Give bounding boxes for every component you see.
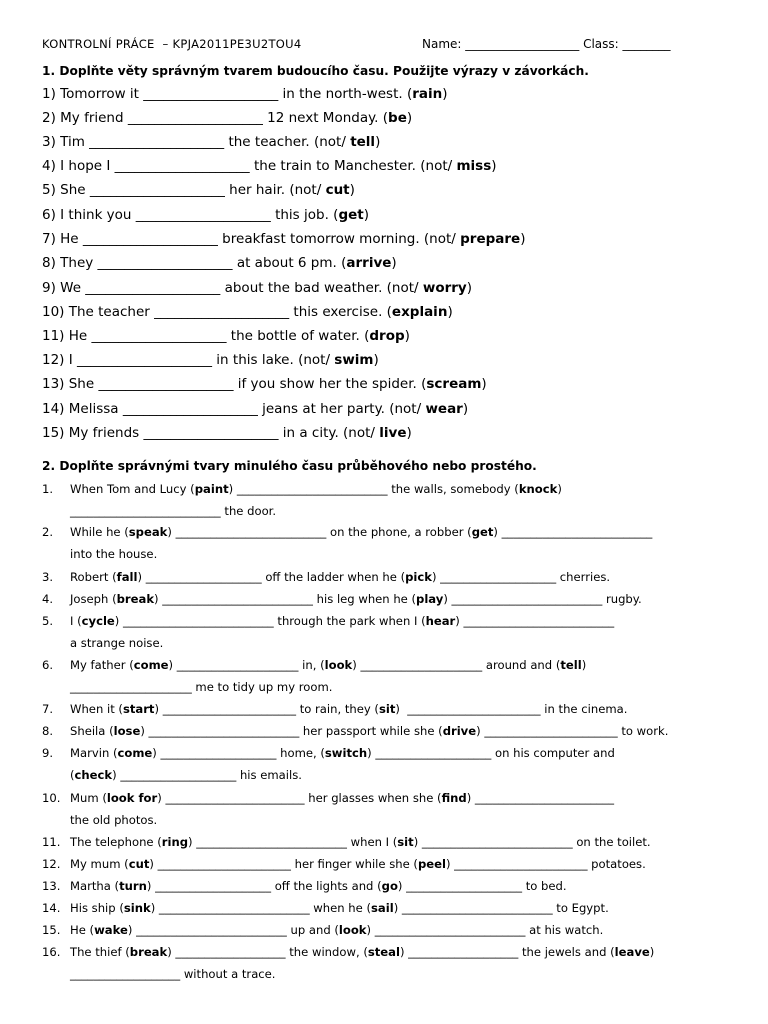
verb-hint: fall (116, 570, 138, 584)
verb-hint: come (117, 746, 153, 760)
worksheet-title: KONTROLNÍ PRÁCE – KPJA2011PE3U2TOU4 (42, 37, 302, 51)
item-number: 16. (42, 945, 61, 959)
item-number: 3. (42, 570, 54, 584)
item-text: ) (466, 280, 473, 296)
item-number: 7. (42, 702, 54, 716)
verb-hint: explain (391, 304, 448, 320)
item-text: 1) Tomorrow it ____________________ in the north-west. ( (42, 86, 413, 102)
item-number: 11. (42, 835, 61, 849)
verb-hint: turn (119, 879, 147, 893)
item-text: ) (481, 376, 487, 392)
verb-hint: wake (94, 923, 128, 937)
item-line (70, 702, 627, 716)
item-text: ) (581, 658, 587, 672)
section1-item (42, 425, 412, 441)
item-line (70, 901, 609, 915)
item-text: ) ____________________ his emails. (112, 768, 302, 782)
item-text: 14) Melissa ____________________ jeans at her party. (not/ (42, 401, 426, 417)
item-text: 8) They ____________________ at about 6 pm. ( (42, 255, 347, 271)
verb-hint: lose (113, 724, 141, 738)
verb-hint: cut (325, 182, 350, 198)
verb-hint: sit (378, 702, 396, 716)
section1-item (42, 255, 397, 271)
verb-hint: get (471, 525, 494, 539)
item-text: 12) I ____________________ in this lake. (not/ (42, 352, 335, 368)
verb-hint: sit (397, 835, 414, 849)
item-text: His ship ( (70, 901, 124, 915)
item-number: 5. (42, 614, 54, 628)
item-text: ) (462, 401, 469, 417)
verb-hint: live (379, 425, 407, 441)
section2-title: 2. Doplňte správnými tvary minulého času průběhového nebo prostého. (42, 459, 537, 473)
item-text: 10) The teacher ____________________ this exercise. ( (42, 304, 392, 320)
verb-hint: break (129, 945, 168, 959)
verb-hint: look for (106, 791, 158, 805)
item-line (70, 746, 615, 760)
item-text: Mum ( (70, 791, 107, 805)
item-text: 7) He ____________________ breakfast tomorrow morning. (not/ (42, 231, 461, 247)
name-class-fields: Name: ___________________ Class: ________ (422, 37, 671, 51)
item-text: When Tom and Lucy ( (70, 482, 195, 496)
item-text: the old photos. (70, 813, 158, 827)
section1-item (42, 182, 355, 198)
verb-hint: be (388, 110, 407, 126)
item-text: ) ________________________ her glasses when she ( (157, 791, 442, 805)
verb-hint: ring (161, 835, 189, 849)
item-text: ) __________________________ when he ( (150, 901, 371, 915)
item-text: I ( (70, 614, 82, 628)
section1-item (42, 304, 453, 320)
item-text: a strange noise. (70, 636, 164, 650)
item-line (70, 570, 610, 584)
section1-item (42, 401, 468, 417)
item-text: ) (649, 945, 655, 959)
item-line-continued (70, 636, 163, 650)
item-text: ) (442, 86, 448, 102)
verb-hint: start (122, 702, 155, 716)
item-text: ) _______________________ potatoes. (445, 857, 646, 871)
verb-hint: get (338, 207, 364, 223)
item-text: ) __________________________ on the phone, a robber ( (167, 525, 472, 539)
section1-title: 1. Doplňte věty správným tvarem budoucího času. Použijte výrazy v závorkách. (42, 64, 589, 78)
verb-hint: come (133, 658, 169, 672)
item-text: ) __________________________ on the toilet. (413, 835, 651, 849)
verb-hint: go (381, 879, 398, 893)
item-number: 6. (42, 658, 54, 672)
verb-hint: rain (412, 86, 443, 102)
item-text: The telephone ( (70, 835, 162, 849)
item-text: He ( (70, 923, 95, 937)
item-text: ) _______________________ her finger while she ( (149, 857, 418, 871)
item-number: 15. (42, 923, 61, 937)
item-text: ) __________________________ (455, 614, 615, 628)
verb-hint: miss (456, 158, 492, 174)
item-text: Martha ( (70, 879, 120, 893)
item-text: ) _______________________ to work. (476, 724, 669, 738)
item-text: ) ____________________ off the ladder when he ( (137, 570, 406, 584)
item-text: ) __________________________ up and ( (127, 923, 339, 937)
item-line (70, 923, 603, 937)
item-text: ) _______________________ in the cinema. (395, 702, 628, 716)
verb-hint: check (74, 768, 113, 782)
verb-hint: leave (614, 945, 650, 959)
verb-hint: switch (324, 746, 368, 760)
item-text: ) ____________________ on his computer and (367, 746, 615, 760)
item-line (70, 791, 614, 805)
verb-hint: paint (194, 482, 229, 496)
item-text: ) _____________________ around and ( (352, 658, 561, 672)
item-text: My mum ( (70, 857, 129, 871)
verb-hint: prepare (460, 231, 521, 247)
item-line (70, 857, 646, 871)
item-number: 9. (42, 746, 54, 760)
item-text: ) __________________________ the walls, somebody ( (228, 482, 519, 496)
item-text: ) (491, 158, 497, 174)
verb-hint: cut (128, 857, 150, 871)
item-text: ) (375, 134, 381, 150)
item-text: ( (70, 768, 75, 782)
verb-hint: break (116, 592, 155, 606)
item-line (70, 658, 586, 672)
item-text: ) ____________________ to bed. (397, 879, 567, 893)
verb-hint: worry (422, 280, 467, 296)
section1-item (42, 328, 410, 344)
verb-hint: drop (369, 328, 405, 344)
verb-hint: arrive (346, 255, 392, 271)
item-text: ) (447, 304, 453, 320)
verb-hint: look (324, 658, 353, 672)
item-line (70, 592, 642, 606)
section1-item (42, 86, 448, 102)
item-text: into the house. (70, 547, 158, 561)
item-text: While he ( (70, 525, 129, 539)
item-text: ) _____________________ in, ( (168, 658, 325, 672)
item-text: ) ________________________ (466, 791, 615, 805)
item-number: 1. (42, 482, 54, 496)
item-text: 5) She ____________________ her hair. (not/ (42, 182, 326, 198)
item-number: 8. (42, 724, 54, 738)
item-line-continued (70, 967, 276, 981)
item-text: ) ____________________ home, ( (152, 746, 325, 760)
item-number: 14. (42, 901, 61, 915)
item-line-continued (70, 680, 332, 694)
item-text: 2) My friend ____________________ 12 next Monday. ( (42, 110, 389, 126)
item-text: ) ___________________ the window, ( (167, 945, 368, 959)
item-line (70, 879, 567, 893)
verb-hint: knock (518, 482, 558, 496)
verb-hint: pick (405, 570, 432, 584)
section1-item (42, 280, 472, 296)
section1-item (42, 376, 487, 392)
item-text: My father ( (70, 658, 134, 672)
item-text: Joseph ( (70, 592, 117, 606)
item-number: 2. (42, 525, 54, 539)
item-text: 4) I hope I ____________________ the train to Manchester. (not/ (42, 158, 457, 174)
item-text: ) _______________________ to rain, they ( (154, 702, 379, 716)
item-text: ) __________________________ through the park when I ( (114, 614, 426, 628)
verb-hint: hear (425, 614, 456, 628)
verb-hint: peel (417, 857, 446, 871)
verb-hint: sink (123, 901, 151, 915)
verb-hint: cycle (81, 614, 115, 628)
section1-item (42, 207, 369, 223)
item-text: 11) He ____________________ the bottle of water. ( (42, 328, 370, 344)
section1-item (42, 231, 525, 247)
verb-hint: wear (425, 401, 463, 417)
item-line (70, 945, 654, 959)
verb-hint: drive (442, 724, 477, 738)
item-line (70, 525, 652, 539)
item-text: _____________________ me to tidy up my room. (70, 680, 333, 694)
item-text: Sheila ( (70, 724, 114, 738)
item-text: ) (406, 425, 412, 441)
item-line (70, 835, 651, 849)
item-text: ) __________________________ (493, 525, 653, 539)
item-text: 3) Tim ____________________ the teacher. (not/ (42, 134, 351, 150)
item-line-continued (70, 813, 157, 827)
item-text: ) (349, 182, 355, 198)
item-text: ) __________________________ rugby. (443, 592, 642, 606)
item-text: 6) I think you ____________________ this job. ( (42, 207, 339, 223)
verb-hint: steal (367, 945, 400, 959)
item-text: ) __________________________ at his watch. (366, 923, 604, 937)
item-text: ) (406, 110, 413, 126)
verb-hint: look (338, 923, 367, 937)
item-text: ) (391, 255, 397, 271)
item-text: ) ____________________ cherries. (431, 570, 611, 584)
item-number: 13. (42, 879, 61, 893)
item-number: 12. (42, 857, 61, 871)
item-text: ) __________________________ his leg when he ( (154, 592, 417, 606)
item-text: ) ___________________ the jewels and ( (399, 945, 615, 959)
item-text: 15) My friends ____________________ in a city. (not/ (42, 425, 380, 441)
item-text: Robert ( (70, 570, 117, 584)
section1-item (42, 352, 379, 368)
item-number: 4. (42, 592, 54, 606)
item-text: ) (373, 352, 379, 368)
item-text: ) (363, 207, 369, 223)
item-line (70, 614, 614, 628)
item-text: The thief ( (70, 945, 130, 959)
item-text: __________________________ the door. (70, 504, 277, 518)
verb-hint: speak (128, 525, 168, 539)
item-text: 13) She ____________________ if you show her the spider. ( (42, 376, 427, 392)
item-text: 9) We ____________________ about the bad weather. (not/ (42, 280, 423, 296)
item-text: ) (404, 328, 410, 344)
item-text: ) __________________________ when I ( (188, 835, 398, 849)
item-line-continued (70, 547, 157, 561)
item-text: ) __________________________ her passport while she ( (140, 724, 443, 738)
item-number: 10. (42, 791, 61, 805)
verb-hint: scream (426, 376, 482, 392)
verb-hint: find (441, 791, 467, 805)
verb-hint: play (416, 592, 444, 606)
item-text: ) (520, 231, 526, 247)
item-text: ) (557, 482, 562, 496)
item-text: ___________________ without a trace. (70, 967, 276, 981)
item-line (70, 482, 562, 496)
verb-hint: swim (334, 352, 374, 368)
item-text: ) ____________________ off the lights and ( (146, 879, 382, 893)
item-line-continued (70, 504, 276, 518)
item-line (70, 724, 668, 738)
item-text: When it ( (70, 702, 123, 716)
verb-hint: tell (350, 134, 376, 150)
section1-item (42, 134, 380, 150)
verb-hint: tell (560, 658, 582, 672)
section1-item (42, 110, 412, 126)
item-text: ) __________________________ to Egypt. (393, 901, 609, 915)
item-line-continued (70, 768, 302, 782)
verb-hint: sail (371, 901, 394, 915)
section1-item (42, 158, 497, 174)
item-text: Marvin ( (70, 746, 118, 760)
